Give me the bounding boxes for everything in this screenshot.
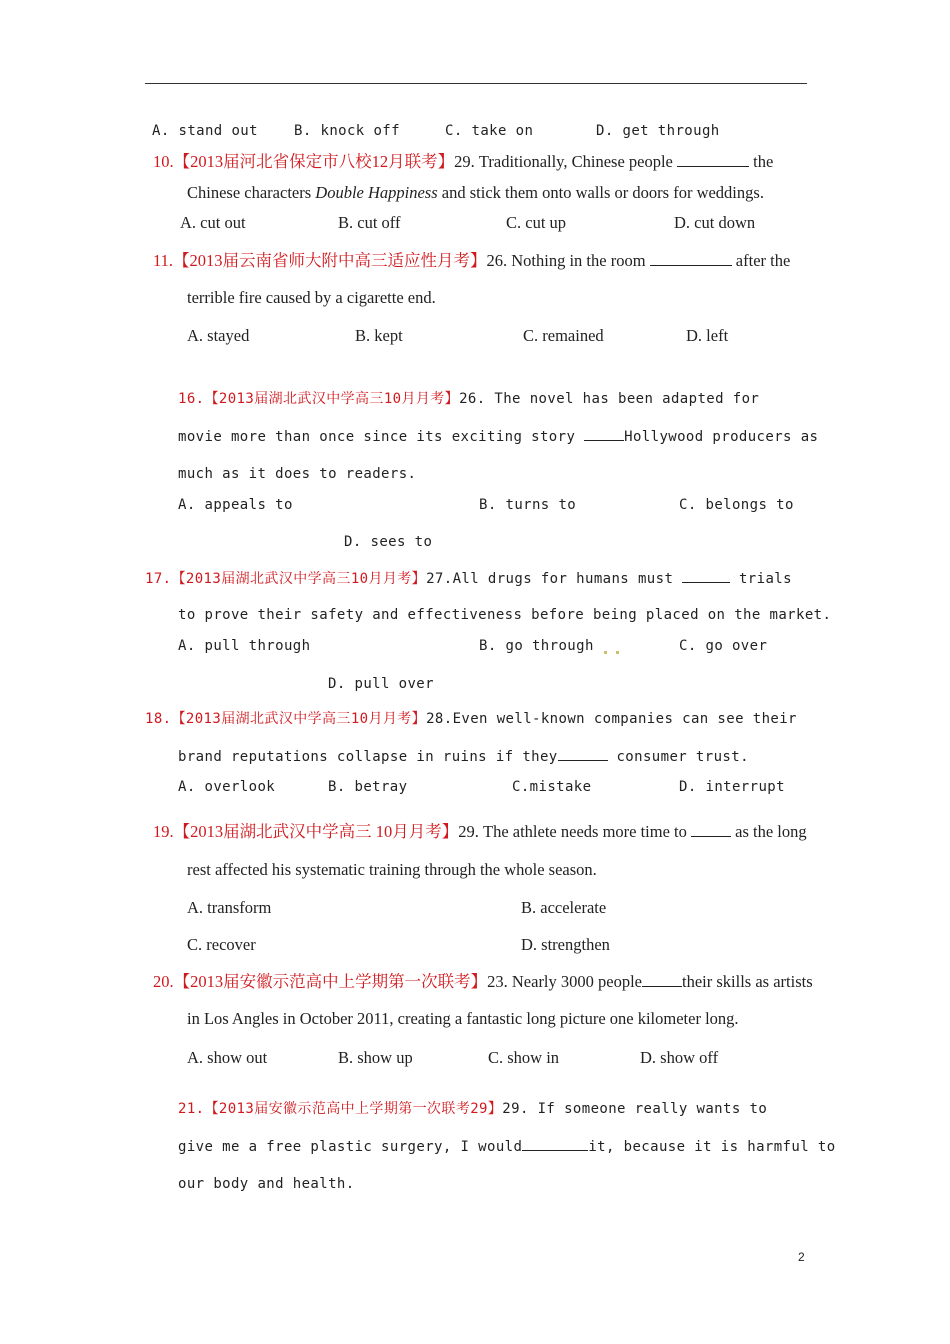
question-16-line2 [178, 426, 818, 447]
question-text: Hollywood producers as [624, 429, 819, 445]
option-b: B. cut off [338, 213, 401, 232]
answer-blank [642, 972, 682, 987]
option-c: C. recover [187, 935, 256, 954]
option-a: A. appeals to [178, 497, 293, 513]
answer-blank [677, 152, 749, 167]
option-c: C. take on [445, 123, 534, 139]
question-text: 27.All drugs for humans must [426, 571, 683, 587]
question-20-line2: in Los Angles in October 2011, creating a fantastic long picture one kilometer long. [187, 1009, 739, 1028]
question-16-line1 [178, 389, 759, 409]
question-text: Chinese characters [187, 183, 316, 202]
question-19-line1 [153, 822, 807, 842]
option-d: D. sees to [344, 534, 433, 550]
question-text: 26. Nothing in the room [486, 251, 646, 270]
question-number: 11. [153, 251, 174, 270]
question-18-line1 [145, 709, 797, 729]
question-17-line1 [145, 568, 792, 589]
question-text: 29. The athlete needs more time to [458, 822, 692, 841]
question-text: brand reputations collapse in ruins if they [178, 749, 558, 765]
option-a: A. overlook [178, 779, 276, 795]
question-text: 23. Nearly 3000 people [487, 972, 642, 991]
question-number: 18. [145, 711, 172, 727]
question-source: 【2013届河北省保定市八校12月联考】 [173, 152, 455, 171]
option-b: B. go through [479, 638, 594, 654]
option-a: A. pull through [178, 638, 311, 654]
question-text: consumer trust. [607, 749, 749, 765]
question-10-line1 [153, 152, 773, 172]
question-19-line2: rest affected his systematic training through the whole season. [187, 860, 597, 879]
question-text: it, because it is harmful to [588, 1139, 836, 1155]
question-20-line1 [153, 972, 813, 992]
option-b: B. kept [355, 326, 403, 345]
option-d: D. pull over [328, 676, 434, 692]
option-a: A. transform [187, 898, 272, 917]
question-source: 【2013届云南省师大附中高三适应性月考】 [173, 251, 487, 270]
question-21-line3: our body and health. [178, 1176, 355, 1192]
option-d: D. strengthen [521, 935, 610, 954]
option-c: C. cut up [506, 213, 567, 232]
option-d: D. cut down [674, 213, 756, 232]
question-17-line2: to prove their safety and effectiveness before being placed on the market. [178, 607, 832, 623]
question-source: 【2013届安徽示范高中上学期第一次联考】 [173, 972, 488, 991]
option-d: D. left [686, 326, 729, 345]
option-b: B. turns to [479, 497, 577, 513]
question-text: as the long [731, 822, 807, 841]
question-text: 28.Even well-known companies can see their [426, 711, 797, 727]
question-16-line3: much as it does to readers. [178, 466, 417, 482]
answer-blank [558, 746, 608, 761]
question-11-line2: terrible fire caused by a cigarette end. [187, 288, 436, 307]
question-number: 16. [178, 391, 205, 407]
option-b: B. show up [338, 1048, 413, 1067]
question-text: their skills as artists [682, 972, 813, 991]
question-text: 29. Traditionally, Chinese people [454, 152, 673, 171]
question-11-line1 [153, 251, 790, 271]
header-rule [145, 83, 807, 84]
option-c: C. remained [523, 326, 604, 345]
option-a: A. stand out [152, 123, 258, 139]
option-b: B. betray [328, 779, 408, 795]
question-text-italic: Double Happiness [315, 183, 438, 202]
question-source: 【2013届湖北武汉中学高三10月月考】 [204, 391, 460, 407]
question-21-line2 [178, 1136, 836, 1157]
question-number: 20. [153, 972, 174, 991]
question-number: 17. [145, 571, 172, 587]
question-text: 26. The novel has been adapted for [459, 391, 760, 407]
question-text: movie more than once since its exciting story [178, 429, 585, 445]
decorative-dot [604, 651, 607, 654]
question-10-line2 [187, 183, 764, 203]
question-text: trials [730, 571, 792, 587]
question-text: give me a free plastic surgery, I would [178, 1139, 523, 1155]
option-d: D. interrupt [679, 779, 785, 795]
answer-blank [691, 822, 731, 837]
question-source: 【2013届安徽示范高中上学期第一次联考29】 [204, 1101, 503, 1117]
decorative-dot [616, 651, 619, 654]
question-number: 10. [153, 152, 174, 171]
question-source: 【2013届湖北武汉中学高三 10月月考】 [173, 822, 459, 841]
question-number: 19. [153, 822, 174, 841]
option-a: A. stayed [187, 326, 250, 345]
option-a: A. cut out [180, 213, 246, 232]
option-d: D. show off [640, 1048, 719, 1067]
option-c: C. belongs to [679, 497, 794, 513]
question-text: 29. If someone really wants to [502, 1101, 768, 1117]
option-c: C. go over [679, 638, 768, 654]
question-number: 21. [178, 1101, 205, 1117]
answer-blank [584, 426, 624, 441]
question-source: 【2013届湖北武汉中学高三10月月考】 [171, 711, 427, 727]
option-c: C.mistake [512, 779, 592, 795]
option-a: A. show out [187, 1048, 268, 1067]
answer-blank [682, 568, 730, 583]
page-number: 2 [798, 1250, 805, 1264]
option-c: C. show in [488, 1048, 560, 1067]
question-source: 【2013届湖北武汉中学高三10月月考】 [171, 571, 427, 587]
question-18-line2 [178, 746, 749, 767]
answer-blank [522, 1136, 588, 1151]
question-text: and stick them onto walls or doors for weddings. [437, 183, 764, 202]
option-d: D. get through [596, 123, 720, 139]
question-text: the [753, 152, 774, 171]
answer-blank [650, 251, 732, 266]
question-21-line1 [178, 1099, 767, 1119]
option-b: B. accelerate [521, 898, 607, 917]
question-text: after the [735, 251, 791, 270]
option-b: B. knock off [294, 123, 400, 139]
